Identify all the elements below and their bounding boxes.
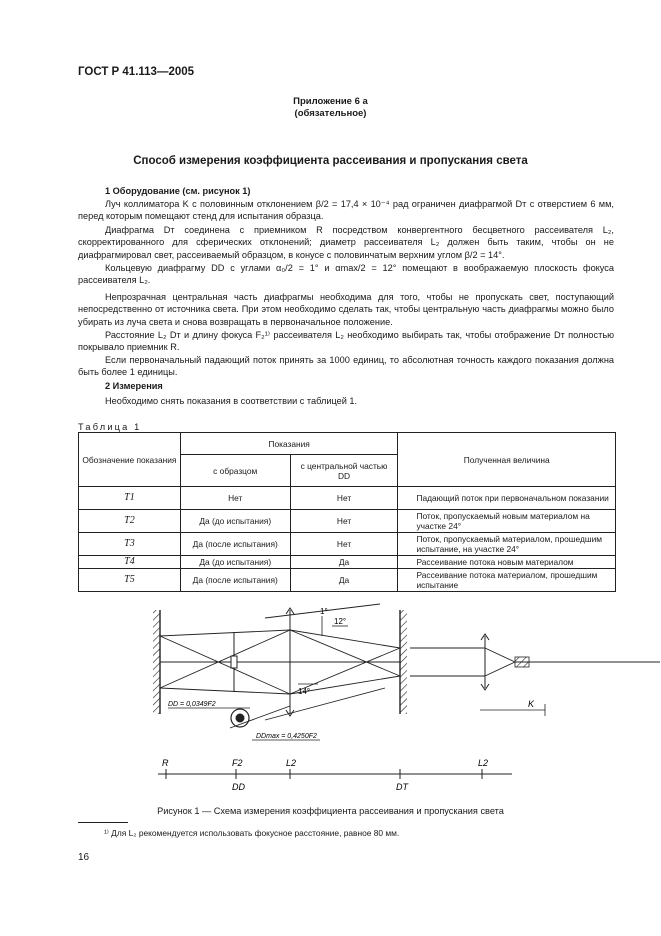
axis-l2-right: L2 [478, 758, 489, 768]
header-with-center: с центральной частью DD [290, 455, 398, 487]
table-row [79, 510, 616, 533]
annex-number: Приложение 6 а [293, 96, 368, 107]
footnote: ¹⁾ Для L₂ рекомендуется использовать фокусное расстояние, равное 80 мм. [104, 828, 400, 838]
section-1-heading: 1 Оборудование (см. рисунок 1) [105, 186, 251, 196]
row-with-sample: Да (после испытания) [180, 533, 290, 556]
paragraph-opaque-center: Непрозрачная центральная часть диафрагмы необходима для того, чтобы не пропускать свет, поступающий непосредственно от источника света. При этом необходимо сделать так, чтобы центральную часть диафрагмы можно было убирать из луча света и снова возвращать в первоначальное положение. [78, 292, 614, 327]
page-number: 16 [78, 852, 90, 863]
row-with-center: Да [290, 556, 398, 569]
row-result: Рассеивание потока материалом, прошедшим испытание [398, 569, 616, 592]
row-with-sample: Да (до испытания) [180, 510, 290, 533]
document-title: Способ измерения коэффициента рассеивания и пропускания света [133, 155, 528, 167]
angle-marks [298, 616, 348, 684]
position-axis [158, 769, 512, 779]
row-result: Падающий поток при первоначальном показании [398, 487, 616, 510]
row-with-center: Да [290, 569, 398, 592]
ring-diaphragm [231, 632, 237, 692]
header-designation: Обозначение показания [79, 433, 181, 487]
dmax-formula: DDmax = 0,4250F2 [256, 733, 317, 740]
row-result: Поток, пропускаемый новым материалом на участке 24° [398, 510, 616, 533]
annex-status: (обязательное) [294, 108, 367, 119]
table-row [79, 487, 616, 510]
row-symbol: T5 [79, 569, 181, 592]
paragraph-collimator: Луч коллиматора K с половинным отклонением β/2 = 17,4 × 10⁻⁴ рад ограничен диафрагмой Dт с отверстием 6 мм, перед которым помещают стенд для испытания образца. [78, 199, 614, 222]
paragraph-accuracy: Если первоначальный падающий поток принять за 1000 единиц, то абсолютная точность каждого показания должна быть более 1 единицы. [78, 355, 614, 378]
receiver-plate [153, 610, 160, 714]
row-symbol: T4 [79, 556, 181, 569]
row-with-center: Нет [290, 533, 398, 556]
row-with-sample: Да (после испытания) [180, 569, 290, 592]
footnote-divider [78, 822, 128, 823]
table-row [79, 569, 616, 592]
light-source [515, 657, 529, 667]
collimator-dimension [480, 704, 545, 716]
header-result: Полученная величина [398, 433, 616, 487]
row-result: Рассеивание потока новым материалом [398, 556, 616, 569]
dd-formula: DD = 0,0349F2 [168, 701, 216, 708]
axis-dt: DT [396, 782, 408, 792]
section-2-heading: 2 Измерения [105, 381, 163, 391]
table-row [79, 556, 616, 569]
readings-table [78, 432, 616, 592]
row-with-sample: Нет [180, 487, 290, 510]
axis-dd: DD [232, 782, 245, 792]
table-caption: Таблица 1 [78, 422, 142, 432]
row-with-center: Нет [290, 510, 398, 533]
header-readings: Показания [180, 433, 398, 455]
paragraph-diaphragm: Диафрагма Dт соединена с приемником R посредством конвергентного бесцветного рассеивателя L₂, скорректированного для сферических отклонений; диаметр рассеивателя L₂ должен быть таким, чтобы он не диафрагмировал свет, рассеиваемый образцом, в конусе с половинчатым верхним углом β/2 = 14°. [78, 225, 614, 260]
row-symbol: T1 [79, 487, 181, 510]
axis-l2-left: L2 [286, 758, 297, 768]
diaphragm-dt [400, 610, 407, 714]
label-k: K [528, 699, 535, 709]
row-symbol: T2 [79, 510, 181, 533]
axis-f2: F2 [232, 758, 243, 768]
row-with-sample: Да (до испытания) [180, 556, 290, 569]
row-symbol: T3 [79, 533, 181, 556]
axis-r: R [162, 758, 169, 768]
header-with-sample: с образцом [180, 455, 290, 487]
measurement-scheme-figure [0, 596, 661, 806]
paragraph-distance: Расстояние L₂ Dт и длину фокуса F₂¹⁾ рассеивателя L₂ необходимо выбирать так, чтобы отображение Dт полностью покрывало приемник R. [78, 330, 614, 353]
document-header: ГОСТ Р 41.113—2005 [78, 66, 195, 78]
paragraph-measurements: Необходимо снять показания в соответствии с таблицей 1. [105, 396, 358, 406]
table-row [79, 533, 616, 556]
collimator-lens [481, 634, 489, 690]
figure-caption: Рисунок 1 — Схема измерения коэффициента рассеивания и пропускания света [157, 806, 504, 816]
angle-1-label: 1° [320, 607, 328, 616]
angle-14-label: 14° [298, 687, 311, 696]
row-result: Поток, пропускаемый материалом, прошедшим испытание, на участке 24° [398, 533, 616, 556]
angle-12-label: 12° [334, 617, 347, 626]
row-with-center: Нет [290, 487, 398, 510]
paragraph-ring-diaphragm: Кольцевую диафрагму DD с углами α₀/2 = 1° и αmax/2 = 12° помещают в воображаемую плоскость фокуса рассеивателя L₂. [78, 263, 614, 286]
